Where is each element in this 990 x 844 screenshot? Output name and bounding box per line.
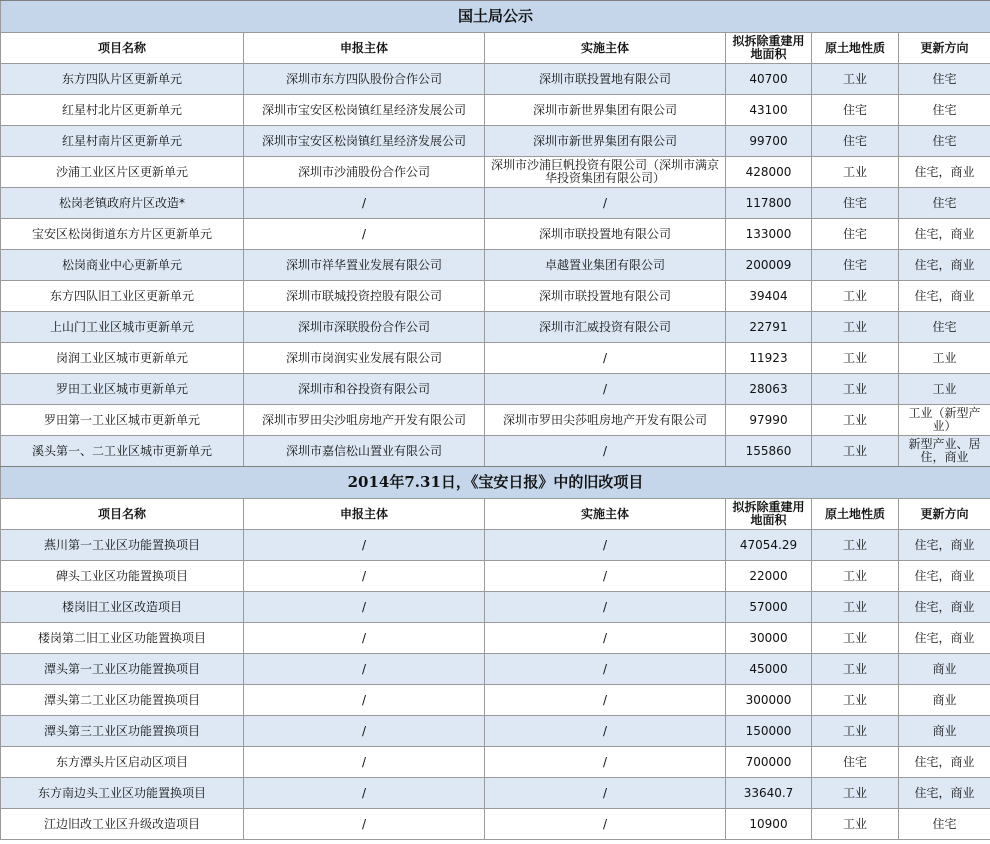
cell-original-land-use: 工业 — [812, 778, 899, 809]
cell-update-direction: 住宅 — [899, 126, 990, 157]
cell-update-direction: 住宅，商业 — [899, 250, 990, 281]
cell-project-name: 燕川第一工业区功能置换项目 — [1, 530, 244, 561]
cell-project-name: 东方南边头工业区功能置换项目 — [1, 778, 244, 809]
cell-applicant: 深圳市罗田尖沙咀房地产开发有限公司 — [244, 405, 485, 436]
cell-update-direction: 住宅 — [899, 95, 990, 126]
cell-area: 22000 — [726, 561, 812, 592]
cell-implementer: / — [485, 809, 726, 840]
header-original-land-use: 原土地性质 — [812, 499, 899, 530]
cell-original-land-use: 工业 — [812, 312, 899, 343]
cell-original-land-use: 工业 — [812, 716, 899, 747]
header-original-land-use: 原土地性质 — [812, 33, 899, 64]
cell-applicant: / — [244, 623, 485, 654]
cell-project-name: 楼岗旧工业区改造项目 — [1, 592, 244, 623]
cell-area: 28063 — [726, 374, 812, 405]
header-project-name: 项目名称 — [1, 499, 244, 530]
cell-update-direction: 商业 — [899, 654, 990, 685]
cell-project-name: 东方四队旧工业区更新单元 — [1, 281, 244, 312]
cell-area: 300000 — [726, 685, 812, 716]
cell-update-direction: 工业 — [899, 374, 990, 405]
cell-original-land-use: 工业 — [812, 623, 899, 654]
cell-original-land-use: 工业 — [812, 281, 899, 312]
cell-project-name: 碑头工业区功能置换项目 — [1, 561, 244, 592]
cell-applicant: / — [244, 530, 485, 561]
cell-implementer: / — [485, 654, 726, 685]
cell-original-land-use: 工业 — [812, 592, 899, 623]
table-row — [1, 436, 990, 467]
cell-project-name: 东方四队片区更新单元 — [1, 64, 244, 95]
header-applicant: 申报主体 — [244, 33, 485, 64]
cell-update-direction: 住宅 — [899, 188, 990, 219]
header-update-direction: 更新方向 — [899, 33, 990, 64]
cell-applicant: / — [244, 809, 485, 840]
cell-implementer: / — [485, 623, 726, 654]
cell-applicant: 深圳市宝安区松岗镇红星经济发展公司 — [244, 95, 485, 126]
cell-applicant: / — [244, 654, 485, 685]
cell-area: 40700 — [726, 64, 812, 95]
cell-project-name: 江边旧改工业区升级改造项目 — [1, 809, 244, 840]
cell-implementer: / — [485, 716, 726, 747]
table-row — [1, 685, 990, 716]
cell-project-name: 潭头第一工业区功能置换项目 — [1, 654, 244, 685]
cell-original-land-use: 工业 — [812, 685, 899, 716]
cell-original-land-use: 工业 — [812, 405, 899, 436]
cell-original-land-use: 住宅 — [812, 250, 899, 281]
cell-update-direction: 住宅 — [899, 809, 990, 840]
table-row — [1, 654, 990, 685]
header-implementer: 实施主体 — [485, 499, 726, 530]
cell-applicant: 深圳市和谷投资有限公司 — [244, 374, 485, 405]
cell-applicant: / — [244, 561, 485, 592]
header-row — [1, 33, 990, 64]
cell-project-name: 松岗商业中心更新单元 — [1, 250, 244, 281]
cell-area: 99700 — [726, 126, 812, 157]
cell-original-land-use: 住宅 — [812, 188, 899, 219]
cell-project-name: 潭头第三工业区功能置换项目 — [1, 716, 244, 747]
cell-applicant: / — [244, 747, 485, 778]
table-row — [1, 530, 990, 561]
cell-update-direction: 工业（新型产业） — [899, 405, 990, 436]
cell-original-land-use: 工业 — [812, 809, 899, 840]
cell-applicant: 深圳市宝安区松岗镇红星经济发展公司 — [244, 126, 485, 157]
table-row — [1, 250, 990, 281]
table-row — [1, 281, 990, 312]
table-row — [1, 747, 990, 778]
cell-implementer: / — [485, 778, 726, 809]
header-area: 拟拆除重建用地面积 — [726, 499, 812, 530]
cell-implementer: / — [485, 561, 726, 592]
cell-area: 11923 — [726, 343, 812, 374]
cell-original-land-use: 工业 — [812, 561, 899, 592]
cell-update-direction: 住宅，商业 — [899, 219, 990, 250]
cell-implementer: 深圳市汇威投资有限公司 — [485, 312, 726, 343]
cell-implementer: / — [485, 436, 726, 467]
table-row — [1, 157, 990, 188]
cell-original-land-use: 工业 — [812, 374, 899, 405]
cell-applicant: 深圳市岗润实业发展有限公司 — [244, 343, 485, 374]
table-row — [1, 405, 990, 436]
cell-area: 47054.29 — [726, 530, 812, 561]
cell-applicant: / — [244, 685, 485, 716]
cell-update-direction: 商业 — [899, 716, 990, 747]
cell-area: 43100 — [726, 95, 812, 126]
cell-update-direction: 住宅 — [899, 64, 990, 95]
table-row — [1, 188, 990, 219]
cell-area: 155860 — [726, 436, 812, 467]
section-title-row — [1, 467, 990, 499]
cell-implementer: / — [485, 343, 726, 374]
section-title: 国土局公示 — [1, 1, 990, 33]
table-row — [1, 95, 990, 126]
cell-applicant: 深圳市嘉信松山置业有限公司 — [244, 436, 485, 467]
cell-area: 57000 — [726, 592, 812, 623]
cell-original-land-use: 工业 — [812, 343, 899, 374]
cell-update-direction: 工业 — [899, 343, 990, 374]
cell-project-name: 宝安区松岗街道东方片区更新单元 — [1, 219, 244, 250]
table-row — [1, 312, 990, 343]
cell-implementer: 深圳市联投置地有限公司 — [485, 281, 726, 312]
cell-area: 700000 — [726, 747, 812, 778]
cell-applicant: / — [244, 219, 485, 250]
cell-implementer: 深圳市沙浦巨帆投资有限公司（深圳市满京华投资集团有限公司） — [485, 157, 726, 188]
table-row — [1, 561, 990, 592]
cell-project-name: 红星村北片区更新单元 — [1, 95, 244, 126]
cell-project-name: 东方潭头片区启动区项目 — [1, 747, 244, 778]
cell-update-direction: 住宅，商业 — [899, 747, 990, 778]
table-row — [1, 778, 990, 809]
table-baoan-daily — [0, 466, 990, 840]
cell-area: 30000 — [726, 623, 812, 654]
cell-original-land-use: 住宅 — [812, 219, 899, 250]
cell-original-land-use: 住宅 — [812, 747, 899, 778]
table-row — [1, 374, 990, 405]
cell-area: 39404 — [726, 281, 812, 312]
cell-applicant: / — [244, 716, 485, 747]
cell-update-direction: 住宅 — [899, 312, 990, 343]
cell-original-land-use: 工业 — [812, 436, 899, 467]
cell-original-land-use: 工业 — [812, 654, 899, 685]
cell-update-direction: 住宅，商业 — [899, 281, 990, 312]
cell-original-land-use: 住宅 — [812, 95, 899, 126]
cell-area: 97990 — [726, 405, 812, 436]
cell-area: 22791 — [726, 312, 812, 343]
cell-implementer: 深圳市联投置地有限公司 — [485, 64, 726, 95]
table-row — [1, 716, 990, 747]
cell-project-name: 潭头第二工业区功能置换项目 — [1, 685, 244, 716]
cell-update-direction: 商业 — [899, 685, 990, 716]
cell-implementer: 卓越置业集团有限公司 — [485, 250, 726, 281]
cell-original-land-use: 工业 — [812, 157, 899, 188]
header-row — [1, 499, 990, 530]
cell-area: 200009 — [726, 250, 812, 281]
table-row — [1, 126, 990, 157]
cell-applicant: 深圳市联城投资控股有限公司 — [244, 281, 485, 312]
cell-project-name: 松岗老镇政府片区改造* — [1, 188, 244, 219]
cell-implementer: 深圳市新世界集团有限公司 — [485, 126, 726, 157]
cell-area: 133000 — [726, 219, 812, 250]
table-row — [1, 64, 990, 95]
cell-update-direction: 住宅，商业 — [899, 157, 990, 188]
cell-implementer: / — [485, 592, 726, 623]
header-implementer: 实施主体 — [485, 33, 726, 64]
cell-original-land-use: 工业 — [812, 64, 899, 95]
cell-implementer: / — [485, 747, 726, 778]
cell-update-direction: 住宅，商业 — [899, 623, 990, 654]
cell-area: 117800 — [726, 188, 812, 219]
cell-implementer: / — [485, 685, 726, 716]
table-row — [1, 623, 990, 654]
header-update-direction: 更新方向 — [899, 499, 990, 530]
header-applicant: 申报主体 — [244, 499, 485, 530]
header-project-name: 项目名称 — [1, 33, 244, 64]
cell-original-land-use: 工业 — [812, 530, 899, 561]
cell-implementer: 深圳市罗田尖莎咀房地产开发有限公司 — [485, 405, 726, 436]
cell-applicant: 深圳市祥华置业发展有限公司 — [244, 250, 485, 281]
table-row — [1, 592, 990, 623]
cell-applicant: 深圳市东方四队股份合作公司 — [244, 64, 485, 95]
cell-area: 428000 — [726, 157, 812, 188]
cell-update-direction: 住宅，商业 — [899, 530, 990, 561]
cell-implementer: 深圳市联投置地有限公司 — [485, 219, 726, 250]
cell-applicant: / — [244, 592, 485, 623]
section-title: 2014年7.31日，《宝安日报》中的旧改项目 — [1, 467, 990, 499]
cell-area: 45000 — [726, 654, 812, 685]
cell-update-direction: 住宅，商业 — [899, 592, 990, 623]
table-row — [1, 809, 990, 840]
section-title-row — [1, 1, 990, 33]
cell-area: 10900 — [726, 809, 812, 840]
header-area: 拟拆除重建用地面积 — [726, 33, 812, 64]
cell-project-name: 溪头第一、二工业区城市更新单元 — [1, 436, 244, 467]
cell-applicant: 深圳市沙浦股份合作公司 — [244, 157, 485, 188]
table-row — [1, 219, 990, 250]
cell-applicant: 深圳市深联股份合作公司 — [244, 312, 485, 343]
cell-area: 150000 — [726, 716, 812, 747]
cell-implementer: / — [485, 530, 726, 561]
cell-implementer: 深圳市新世界集团有限公司 — [485, 95, 726, 126]
cell-area: 33640.7 — [726, 778, 812, 809]
cell-implementer: / — [485, 188, 726, 219]
cell-project-name: 罗田第一工业区城市更新单元 — [1, 405, 244, 436]
cell-update-direction: 住宅，商业 — [899, 561, 990, 592]
cell-original-land-use: 住宅 — [812, 126, 899, 157]
cell-project-name: 岗润工业区城市更新单元 — [1, 343, 244, 374]
cell-project-name: 楼岗第二旧工业区功能置换项目 — [1, 623, 244, 654]
cell-update-direction: 新型产业、居住，商业 — [899, 436, 990, 467]
cell-project-name: 沙浦工业区片区更新单元 — [1, 157, 244, 188]
cell-project-name: 上山门工业区城市更新单元 — [1, 312, 244, 343]
cell-applicant: / — [244, 188, 485, 219]
cell-update-direction: 住宅，商业 — [899, 778, 990, 809]
cell-applicant: / — [244, 778, 485, 809]
cell-project-name: 红星村南片区更新单元 — [1, 126, 244, 157]
table-row — [1, 343, 990, 374]
cell-implementer: / — [485, 374, 726, 405]
cell-project-name: 罗田工业区城市更新单元 — [1, 374, 244, 405]
